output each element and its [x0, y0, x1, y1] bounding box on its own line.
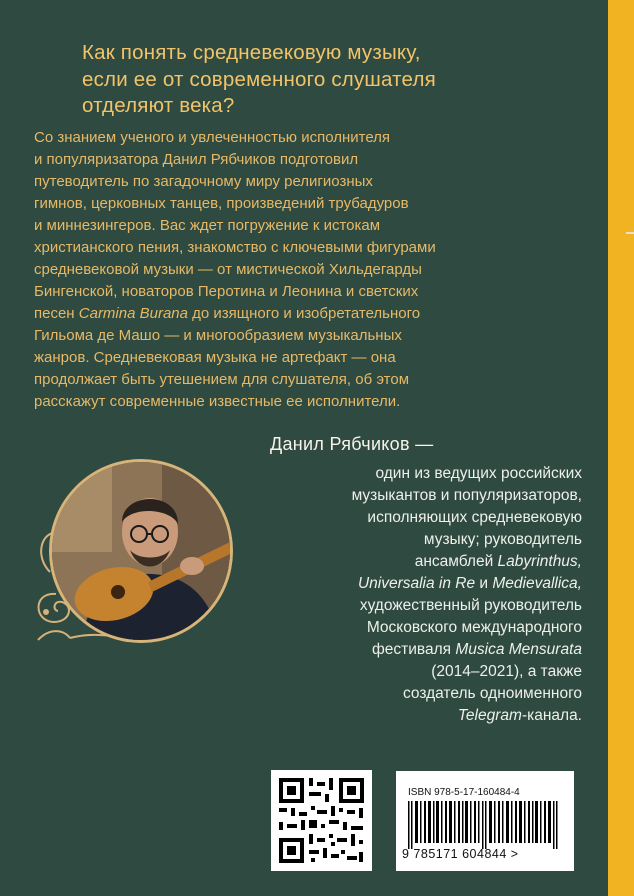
- bio-line: художественный руководитель: [359, 597, 582, 614]
- bio-line: музыкантов и популяризаторов,: [351, 487, 582, 504]
- bio-text: и: [475, 575, 493, 592]
- telegram-word: Telegram: [457, 707, 522, 724]
- description-line: жанров. Средневековая музыка не артефакт — она: [34, 349, 396, 366]
- author-photo-icon: [52, 462, 230, 640]
- qr-code: [271, 770, 372, 871]
- description-line: расскажут современные известные ее исполнители.: [34, 393, 401, 410]
- description-line: [34, 303, 570, 325]
- bio-text: ансамблей: [414, 553, 498, 570]
- headline-line-1: Как понять средневековую музыку,: [82, 41, 421, 64]
- spine-strip: [608, 0, 634, 896]
- bio-line: (2014–2021), а также: [431, 663, 582, 680]
- headline-line-2: если ее от современного слушателя: [82, 67, 436, 91]
- bio-text: -канала.: [521, 707, 582, 724]
- description-text: песен: [34, 305, 79, 322]
- description-line: и популяризатора Данил Рябчиков подготовил: [34, 151, 359, 168]
- bio-line: [262, 705, 582, 727]
- bio-text: фестиваля: [372, 641, 456, 658]
- description-line: путеводитель по загадочному миру религиозных: [34, 173, 373, 190]
- description-line: и миннезингеров. Вас ждет погружение к истокам: [34, 217, 381, 234]
- description-line: гимнов, церковных танцев, произведений трубадуров: [34, 195, 409, 212]
- qr-code-icon: [271, 770, 372, 871]
- bio-line: Московского международного: [366, 619, 582, 636]
- description-line: Бингенской, новаторов Перотина и Леонина и светских: [34, 283, 419, 300]
- description-line: христианского пения, знакомство с ключевыми фигурами: [34, 239, 436, 256]
- bio-line: музыку; руководитель: [423, 531, 582, 548]
- bio-line: [262, 639, 582, 661]
- author-portrait-frame: [30, 462, 270, 642]
- isbn-barcode: [396, 771, 574, 871]
- bio-line: один из ведущих российских: [375, 465, 582, 482]
- work-title-carmina-burana: Carmina Burana: [78, 305, 188, 322]
- author-name: Данил Рябчиков —: [270, 434, 434, 454]
- bio-line: [262, 573, 582, 595]
- description-text: до изящного и изобретательного: [187, 305, 421, 322]
- festival-name: Musica Mensurata: [455, 641, 582, 658]
- description-line: Гильома де Машо — и многообразием музыкальных: [34, 327, 402, 344]
- bio-line: исполняющих средневековую: [367, 509, 582, 526]
- barcode-digits: 9 785171 604844 >: [402, 847, 519, 861]
- author-portrait: [52, 462, 230, 640]
- bio-line: создатель одноименного: [402, 685, 582, 702]
- ensemble-universalia: Universalia in Re: [357, 575, 476, 592]
- headline-line-3: отделяют века?: [82, 94, 235, 117]
- description-line: продолжает быть утешением для слушателя, об этом: [34, 371, 410, 388]
- bio-line: [262, 551, 582, 573]
- spine-tick-mark: [626, 232, 634, 234]
- isbn-label: ISBN 978-5-17-160484-4: [408, 787, 520, 798]
- author-bio: [262, 463, 582, 727]
- description-line: Со знанием ученого и увлеченностью исполнителя: [34, 129, 391, 146]
- description-line: средневековой музыки — от мистической Хильдегарды: [34, 261, 422, 278]
- ensemble-medievallica: Medievallica,: [492, 575, 582, 592]
- book-description: [34, 127, 570, 413]
- headline: [82, 40, 582, 120]
- barcode-icon: [408, 801, 574, 849]
- ensemble-labyrinthus: Labyrinthus,: [497, 553, 582, 570]
